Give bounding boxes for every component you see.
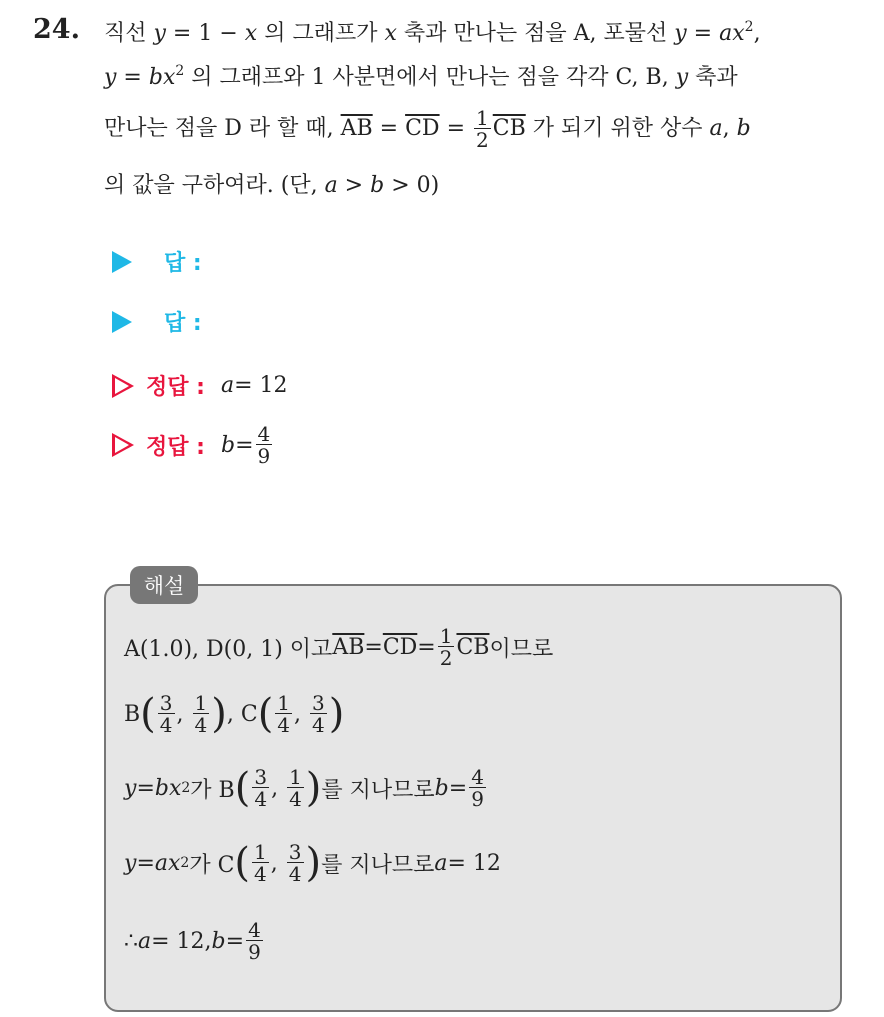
solution-line-5: ∴ a = 12, b = $\frac{4}{9}$ (124, 918, 261, 964)
problem-number: 24. (33, 14, 80, 45)
hollow-triangle-icon (112, 374, 134, 398)
play-triangle-icon (112, 251, 132, 273)
problem-line-1: 직선 y = 1 − x 의 그래프가 x 축과 만나는 점을 A, 포물선 $y = ax^2$, (104, 19, 761, 46)
solution-line-2: B ( $\frac{3}{4}$ , $\frac{1}{4}$ ) , C ( $\frac{1}{4}$ , $\frac{3}{4}$ ) (124, 691, 345, 737)
problem-line-4: 의 값을 구하여라. (단, a > b > 0) (104, 173, 440, 198)
play-triangle-icon (112, 311, 132, 333)
hollow-triangle-icon (112, 433, 134, 457)
solution-line-4: y = ax 2 가 C ( $\frac{1}{4}$ , $\frac{3}{4}$ ) 를 지나므로 a = 12 (124, 840, 501, 886)
solution-line-3: y = bx 2 가 B ( $\frac{3}{4}$ , $\frac{1}{4}$ ) 를 지나므로 b = $\frac{4}{9}$ (124, 765, 484, 811)
solution-tag: 해설 (130, 566, 198, 604)
fraction-one-half: $\frac{1}{2}$ (476, 106, 489, 152)
answer-blank-2: 답 : (112, 306, 202, 337)
answer-blank-1: 답 : (112, 246, 202, 277)
correct-answer-b: 정답 : b = $\frac{4}{9}$ (112, 424, 274, 466)
solution-line-1: A(1.0), D(0, 1) 이고 $\overline{AB}$ = $\overline{CD}$ = $\frac{1}{2}$ $\overline{CB}$ 이므로 (124, 624, 554, 670)
problem-line-2: $y = bx^2$ 의 그래프와 1 사분면에서 만나는 점을 각각 C, B, y 축과 (104, 63, 738, 90)
problem-line-3: 만나는 점을 D 라 할 때, $\overline{AB} = \overline{CD}$ = $\frac{1}{2}$ $\overline{CB}$ 가 되기 위한 상수 a, b (104, 106, 751, 152)
correct-answer-a: 정답 : a = 12 (112, 370, 288, 401)
